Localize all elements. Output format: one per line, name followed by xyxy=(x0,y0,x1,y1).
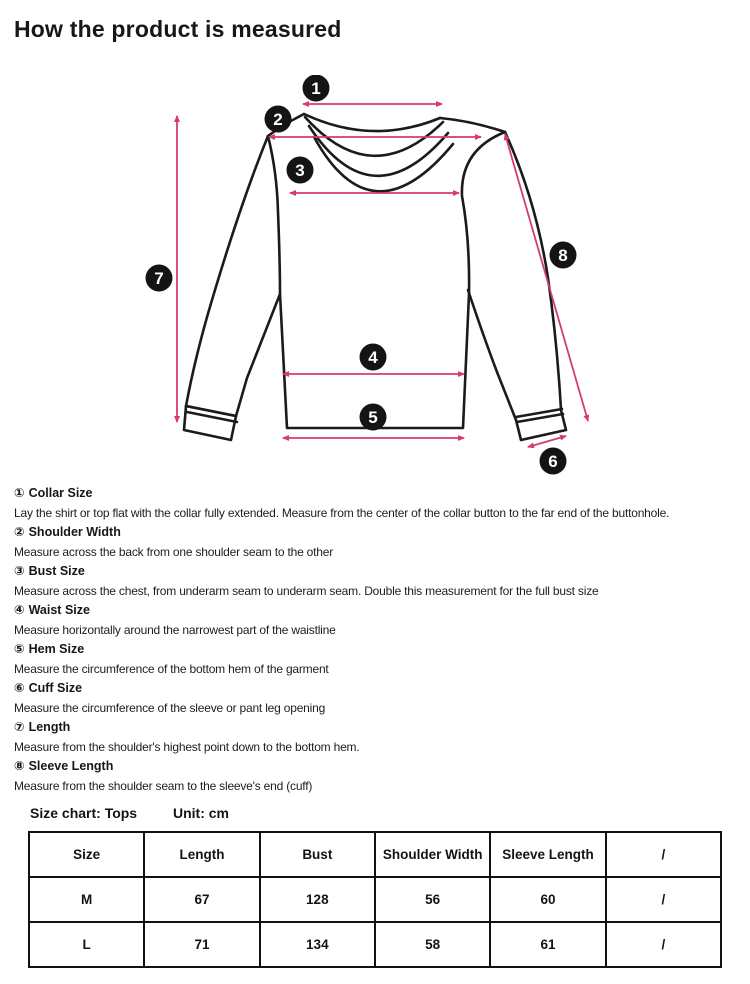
size-chart-unit: Unit: cm xyxy=(173,805,229,821)
measurement-item-hem xyxy=(14,640,750,679)
measurement-item-cuff xyxy=(14,679,750,718)
svg-text:8: 8 xyxy=(558,246,568,265)
badge-6 xyxy=(540,448,567,475)
cell-length: 71 xyxy=(144,922,259,967)
cell-size: L xyxy=(29,922,144,967)
cell-sleeve-length: 60 xyxy=(490,877,605,922)
badge-7 xyxy=(146,265,173,292)
measurement-desc: Lay the shirt or top flat with the collar fully extended. Measure from the center of the collar button to the far end of the buttonhole. xyxy=(14,505,670,520)
svg-text:3: 3 xyxy=(295,161,305,180)
cell-bust: 134 xyxy=(260,922,375,967)
measurement-item-length xyxy=(14,718,750,757)
svg-text:1: 1 xyxy=(311,79,321,98)
page-title: How the product is measured xyxy=(14,16,342,42)
measurement-desc: Measure the circumference of the sleeve or pant leg opening xyxy=(14,700,326,715)
header-slash: / xyxy=(606,832,721,877)
garment-outline xyxy=(184,114,566,440)
measurement-label: ① Collar Size xyxy=(14,486,93,500)
header-bust: Bust xyxy=(260,832,375,877)
cell-bust: 128 xyxy=(260,877,375,922)
measurement-desc: Measure from the shoulder's highest point down to the bottom hem. xyxy=(14,739,360,754)
header-shoulder-width: Shoulder Width xyxy=(375,832,490,877)
svg-text:6: 6 xyxy=(548,452,558,471)
measurement-label: ③ Bust Size xyxy=(14,564,85,578)
header-size: Size xyxy=(29,832,144,877)
badge-3 xyxy=(287,157,314,184)
measurement-item-waist xyxy=(14,601,750,640)
measurement-badges xyxy=(146,75,577,475)
measurement-label: ⑤ Hem Size xyxy=(14,642,85,656)
measurement-item-bust xyxy=(14,562,750,601)
measurement-diagram xyxy=(0,75,750,485)
measurement-desc: Measure from the shoulder seam to the sleeve's end (cuff) xyxy=(14,778,313,793)
measurement-definitions xyxy=(14,484,750,796)
cell-slash: / xyxy=(606,922,721,967)
cell-sleeve-length: 61 xyxy=(490,922,605,967)
measurement-item-sleeve-length xyxy=(14,757,750,796)
header-sleeve-length: Sleeve Length xyxy=(490,832,605,877)
measurement-label: ② Shoulder Width xyxy=(14,525,121,539)
measurement-label: ⑦ Length xyxy=(14,720,71,734)
measurement-desc: Measure across the back from one shoulder seam to the other xyxy=(14,544,334,559)
size-chart-header-row xyxy=(29,832,721,877)
measurement-desc: Measure horizontally around the narrowest part of the waistline xyxy=(14,622,336,637)
table-row-size-m xyxy=(29,877,721,922)
badge-8 xyxy=(550,242,577,269)
cell-length: 67 xyxy=(144,877,259,922)
badge-4 xyxy=(360,344,387,371)
svg-text:7: 7 xyxy=(154,269,164,288)
measurement-desc: Measure across the chest, from underarm seam to underarm seam. Double this measurement for the full bust size xyxy=(14,583,599,598)
badge-1 xyxy=(303,75,330,102)
table-row-size-l xyxy=(29,922,721,967)
badge-5 xyxy=(360,404,387,431)
size-chart-title: Size chart: Tops xyxy=(30,805,138,821)
svg-text:2: 2 xyxy=(273,110,283,129)
header-length: Length xyxy=(144,832,259,877)
badge-2 xyxy=(265,106,292,133)
svg-text:4: 4 xyxy=(368,348,378,367)
measurement-desc: Measure the circumference of the bottom hem of the garment xyxy=(14,661,329,676)
cell-slash: / xyxy=(606,877,721,922)
measurement-label: ⑥ Cuff Size xyxy=(14,681,83,695)
cell-size: M xyxy=(29,877,144,922)
size-chart-table xyxy=(28,831,722,968)
cell-shoulder-width: 56 xyxy=(375,877,490,922)
measurement-item-collar xyxy=(14,484,750,523)
arrow-sleeve-length xyxy=(505,134,588,421)
measurement-item-shoulder xyxy=(14,523,750,562)
measurement-label: ④ Waist Size xyxy=(14,603,90,617)
cell-shoulder-width: 58 xyxy=(375,922,490,967)
svg-text:5: 5 xyxy=(368,408,378,427)
measurement-label: ⑧ Sleeve Length xyxy=(14,759,114,773)
